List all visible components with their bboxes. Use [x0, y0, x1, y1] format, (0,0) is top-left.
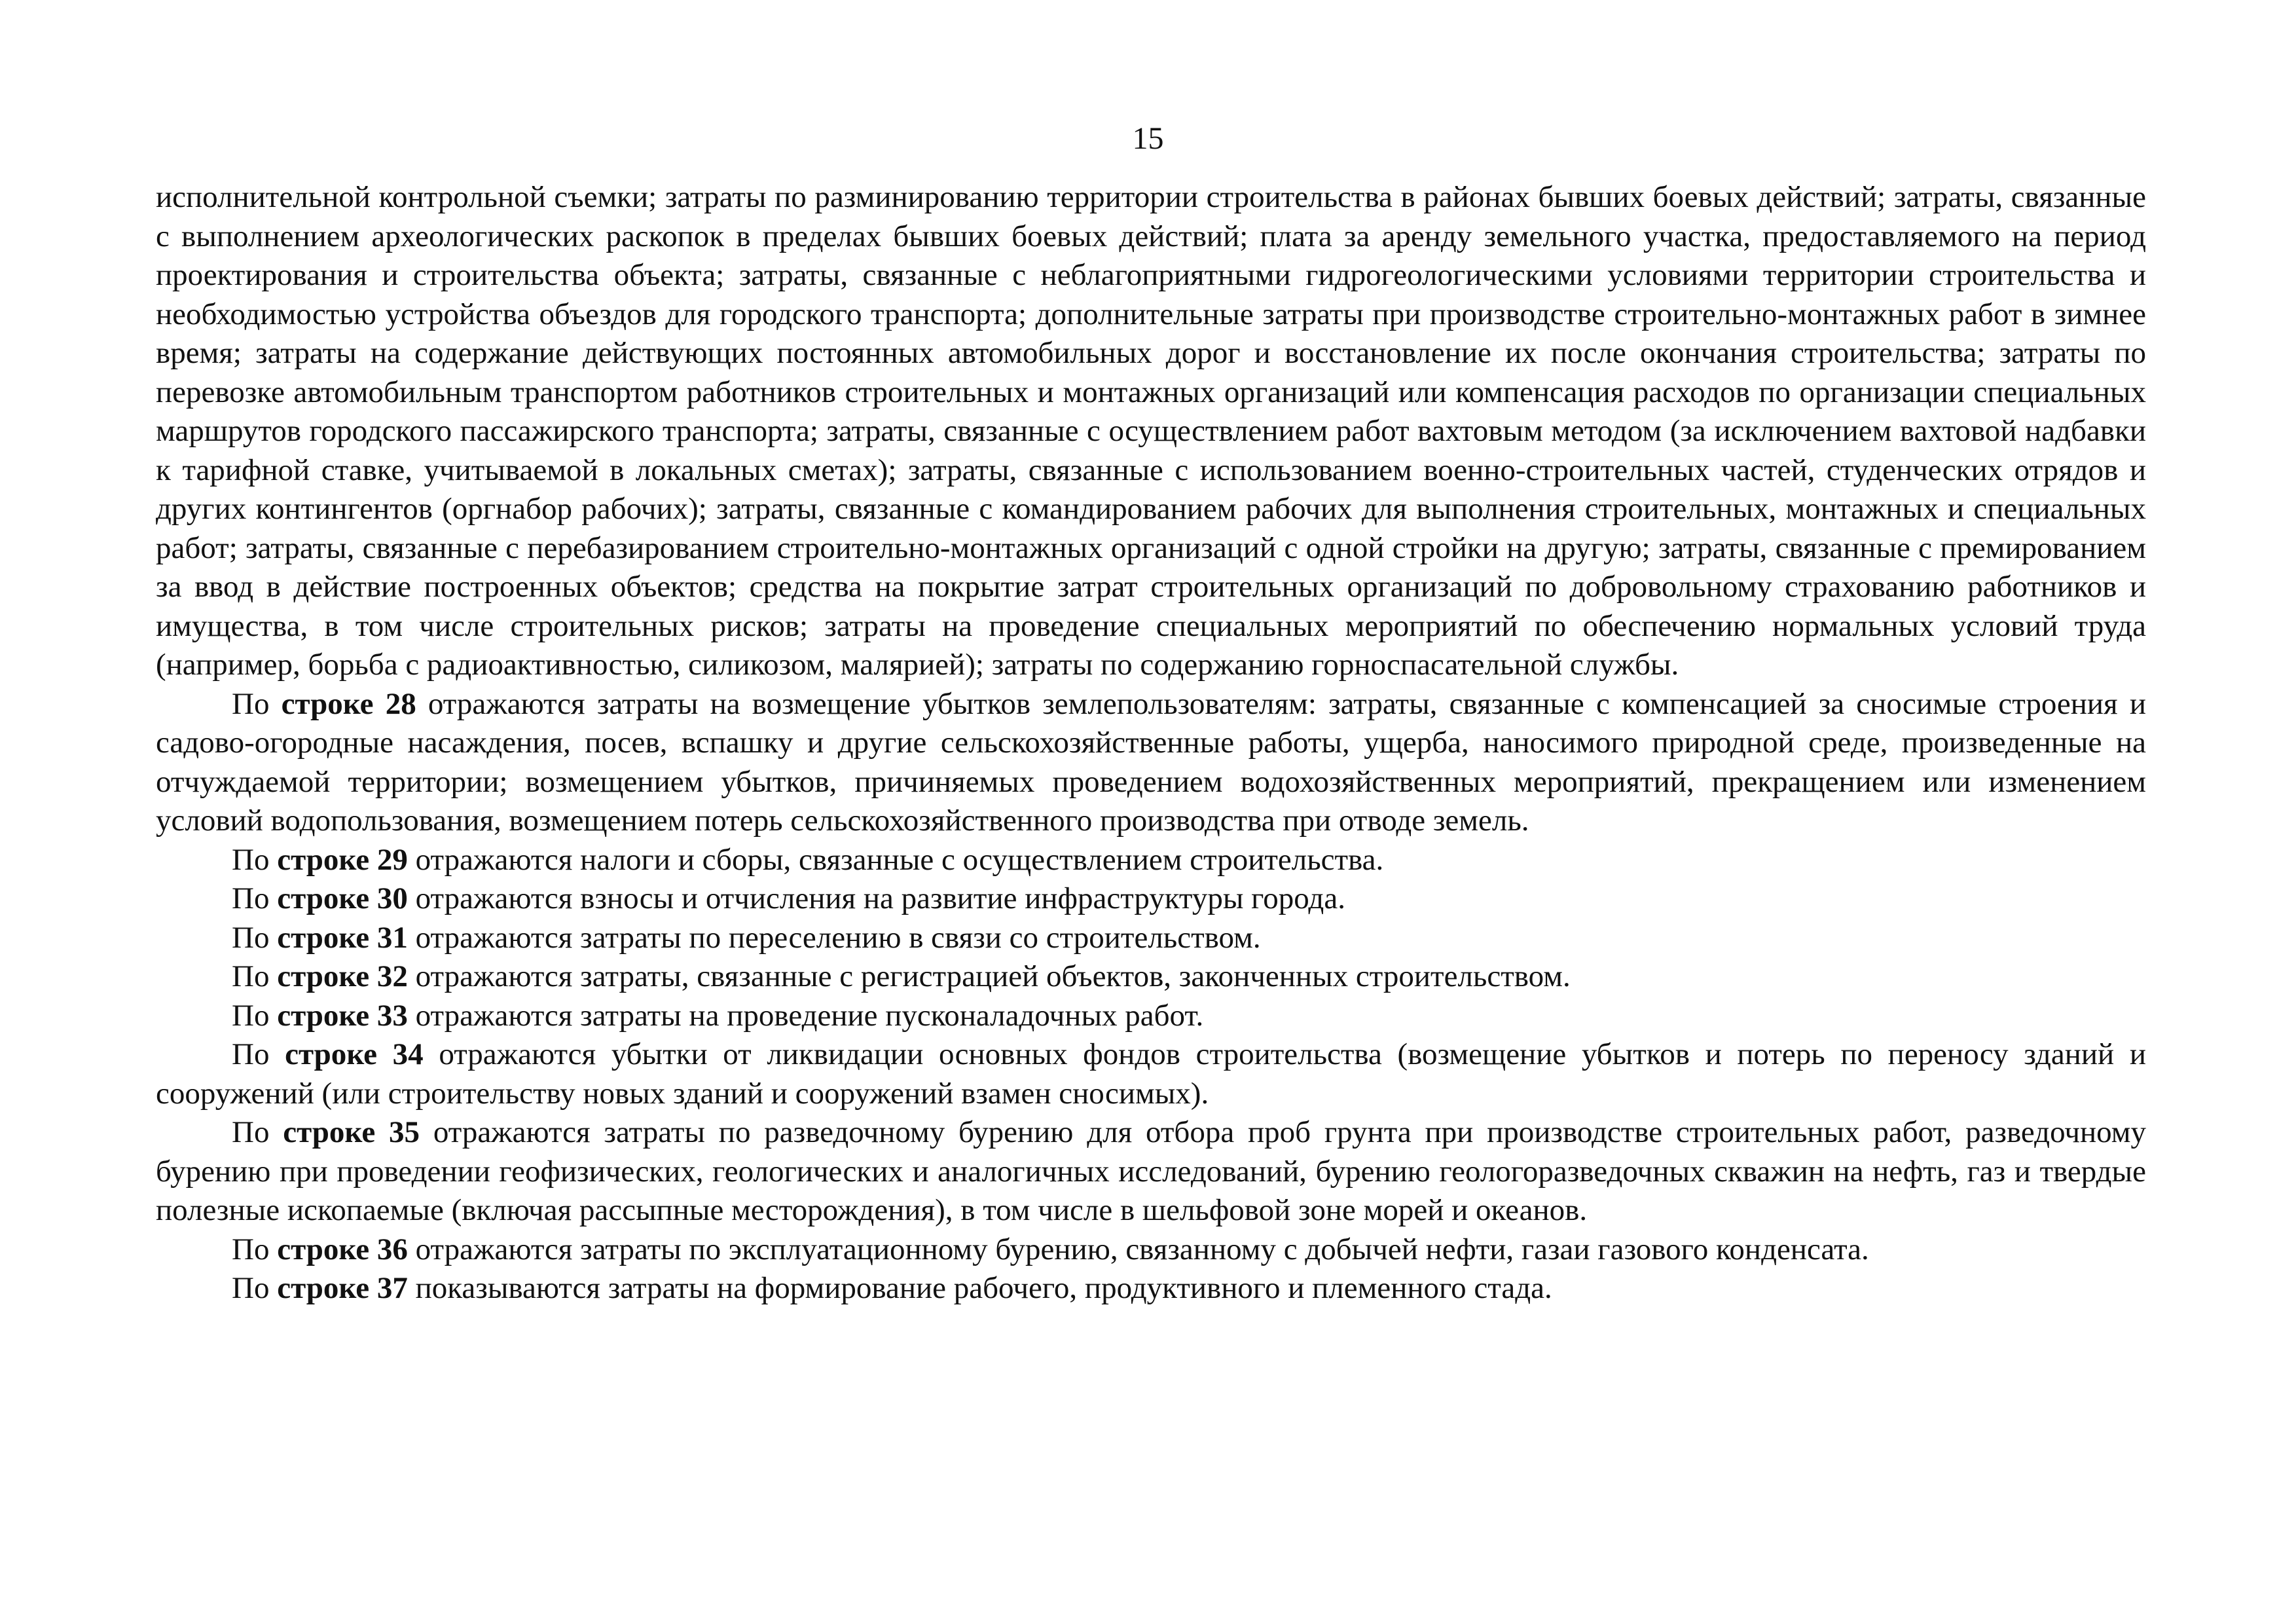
paragraph-prefix: По	[232, 1271, 278, 1305]
paragraph-text: отражаются затраты, связанные с регистрацией объектов, законченных строительством.	[407, 959, 1571, 993]
line-reference: строке 30	[277, 881, 408, 915]
paragraph-text: показываются затраты на формирование рабочего, продуктивного и племенного стада.	[407, 1271, 1552, 1305]
paragraph-prefix: По	[232, 1037, 285, 1071]
paragraph-continuation	[156, 178, 2146, 685]
paragraph-prefix: По	[232, 959, 278, 993]
paragraph-text: отражаются затраты по эксплуатационному бурению, связанному с добычей нефти, газаи газового конденсата.	[407, 1232, 1869, 1266]
paragraph-line-31	[156, 919, 2146, 958]
paragraph-prefix: По	[232, 1232, 278, 1266]
paragraph-prefix: По	[232, 686, 282, 721]
paragraph-text: отражаются затраты на проведение пусконаладочных работ.	[407, 998, 1204, 1033]
paragraph-line-32	[156, 957, 2146, 997]
paragraph-text: отражаются затраты по разведочному бурению для отбора проб грунта при производстве строительных работ, разведочному бурению при проведении геофизических, геологических и аналогичных исследований, бурению геологоразведочных скважин на нефть, газ и твердые полезные ископаемые (включая рассыпные месторождения), в том числе в шельфовой зоне морей и океанов.	[156, 1115, 2146, 1227]
line-reference: строке 31	[277, 920, 408, 955]
paragraph-prefix: По	[232, 881, 278, 915]
paragraph-line-36	[156, 1230, 2146, 1270]
paragraph-prefix: По	[232, 842, 278, 877]
document-body	[156, 178, 2146, 1308]
paragraph-line-28	[156, 685, 2146, 841]
paragraph-line-30	[156, 879, 2146, 919]
line-reference: строке 32	[277, 959, 408, 993]
line-reference: строке 36	[277, 1232, 408, 1266]
paragraph-text: исполнительной контрольной съемки; затраты по разминированию территории строительства в районах бывших боевых действий; затраты, связанные с выполнением археологических раскопок в пределах бывших боевых действий; плата за аренду земельного участка, предоставляемого на период проектирования и строительства объекта; затраты, связанные с неблагоприятными гидрогеологическими условиями территории строительства и необходимостью устройства объездов для городского транспорта; дополнительные затраты при производстве строительно-монтажных работ в зимнее время; затраты на содержание действующих постоянных автомобильных дорог и восстановление их после окончания строительства; затраты по перевозке автомобильным транспортом работников строительных и монтажных организаций или компенсация расходов по организации специальных маршрутов городского пассажирского транспорта; затраты, связанные с осуществлением работ вахтовым методом (за исключением вахтовой надбавки к тарифной ставке, учитываемой в локальных сметах); затраты, связанные с использованием военно-строительных частей, студенческих отрядов и других контингентов (оргнабор рабочих); затраты, связанные с командированием рабочих для выполнения строительных, монтажных и специальных работ; затраты, связанные с перебазированием строительно-монтажных организаций с одной стройки на другую; затраты, связанные с премированием за ввод в действие построенных объектов; средства на покрытие затрат строительных организаций по добровольному страхованию работников и имущества, в том числе строительных рисков; затраты на проведение специальных мероприятий по обеспечению нормальных условий труда (например, борьба с радиоактивностью, силикозом, малярией); затраты по содержанию горноспасательной службы.	[156, 180, 2146, 682]
paragraph-line-37	[156, 1269, 2146, 1308]
line-reference: строке 29	[277, 842, 408, 877]
paragraph-line-34	[156, 1035, 2146, 1113]
paragraph-text: отражаются убытки от ликвидации основных фондов строительства (возмещение убытков и потерь по переносу зданий и сооружений (или строительству новых зданий и сооружений взамен сносимых).	[156, 1037, 2146, 1111]
paragraph-text: отражаются затраты по переселению в связи со строительством.	[407, 920, 1261, 955]
line-reference: строке 37	[277, 1271, 408, 1305]
paragraph-line-35	[156, 1113, 2146, 1230]
paragraph-prefix: По	[232, 1115, 283, 1149]
paragraph-line-33	[156, 997, 2146, 1036]
paragraph-line-29	[156, 841, 2146, 880]
line-reference: строке 33	[277, 998, 408, 1033]
paragraph-prefix: По	[232, 920, 278, 955]
line-reference: строке 28	[281, 686, 416, 721]
paragraph-prefix: По	[232, 998, 278, 1033]
paragraph-text: отражаются взносы и отчисления на развитие инфраструктуры города.	[407, 881, 1345, 915]
page-number: 15	[1132, 121, 1164, 156]
line-reference: строке 35	[283, 1115, 420, 1149]
paragraph-text: отражаются налоги и сборы, связанные с осуществлением строительства.	[407, 842, 1384, 877]
paragraph-text: отражаются затраты на возмещение убытков землепользователям: затраты, связанные с компенсацией за сносимые строения и садово-огородные насаждения, посев, вспашку и другие сельскохозяйственные работы, ущерба, наносимого природной среде, произведенные на отчуждаемой территории; возмещением убытков, причиняемых проведением водохозяйственных мероприятий, прекращением или изменением условий водопользования, возмещением потерь сельскохозяйственного производства при отводе земель.	[156, 686, 2146, 838]
line-reference: строке 34	[285, 1037, 424, 1071]
